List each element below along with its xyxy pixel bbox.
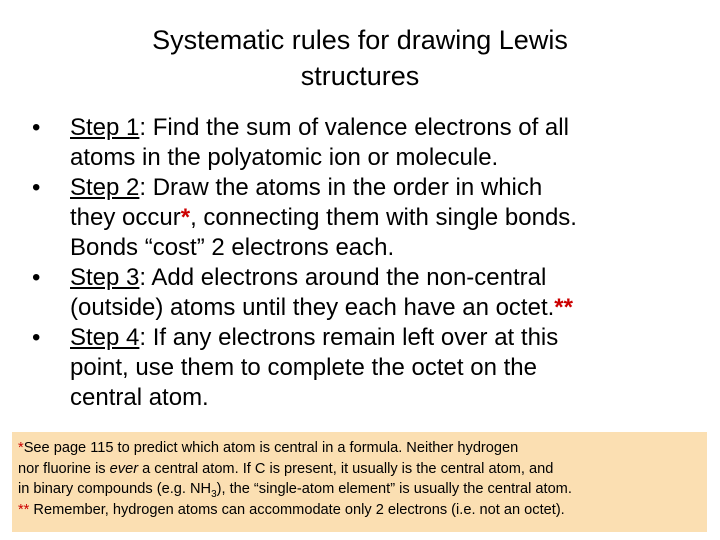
step-text: : Add electrons around the non-central [139, 264, 547, 291]
step-text: (outside) atoms until they each have an octet. [70, 294, 555, 321]
footnote-marker: ** [554, 294, 573, 321]
step-text: , connecting them with single bonds. [190, 204, 577, 231]
step-text: atoms in the polyatomic ion or molecule. [70, 144, 499, 171]
footnote-double-star: ** [18, 501, 30, 518]
bullet-dot: • [32, 114, 41, 141]
subscript: 3 [211, 489, 217, 501]
footnote-text: Remember, hydrogen atoms can accommodate only 2 electrons (i.e. not an octet). [29, 501, 565, 518]
slide-title [60, 22, 660, 94]
step-1-item [30, 113, 670, 173]
step-2-item [30, 173, 670, 263]
footnote-marker: * [180, 204, 191, 231]
title-line-1: Systematic rules for drawing Lewis [152, 25, 568, 55]
footnote-text: ), the “single-atom element” is usually the central atom. [216, 481, 572, 498]
footnote-text: in binary compounds (e.g. NH [18, 481, 212, 498]
step-label: Step 4 [70, 324, 140, 351]
step-3-item [30, 263, 670, 323]
footnote-emphasis: ever [109, 460, 139, 477]
steps-list [30, 113, 670, 413]
title-line-2: structures [300, 61, 420, 91]
footnote-star: * [18, 440, 24, 456]
bullet-dot: • [32, 174, 41, 201]
step-text: central atom. [70, 384, 209, 411]
step-label: Step 2 [70, 174, 140, 201]
bullet-dot: • [32, 264, 41, 291]
step-4-item [30, 323, 670, 413]
step-label: Step 1 [70, 114, 140, 141]
bullet-dot: • [32, 324, 41, 351]
step-label: Step 3 [70, 264, 140, 291]
step-text: point, use them to complete the octet on the [70, 354, 537, 381]
step-text: : Draw the atoms in the order in which [139, 174, 543, 201]
footnote-text: a central atom. If C is present, it usually is the central atom, and [138, 460, 554, 477]
step-text: : If any electrons remain left over at this [139, 324, 559, 351]
step-text: : Find the sum of valence electrons of all [139, 114, 569, 141]
step-text: Bonds “cost” 2 electrons each. [70, 234, 395, 261]
step-text: they occur [70, 204, 181, 231]
footnote-text: nor fluorine is [18, 460, 110, 477]
footnote-text: See page 115 to predict which atom is central in a formula. Neither hydrogen [23, 440, 519, 456]
footnote-box [12, 432, 707, 532]
